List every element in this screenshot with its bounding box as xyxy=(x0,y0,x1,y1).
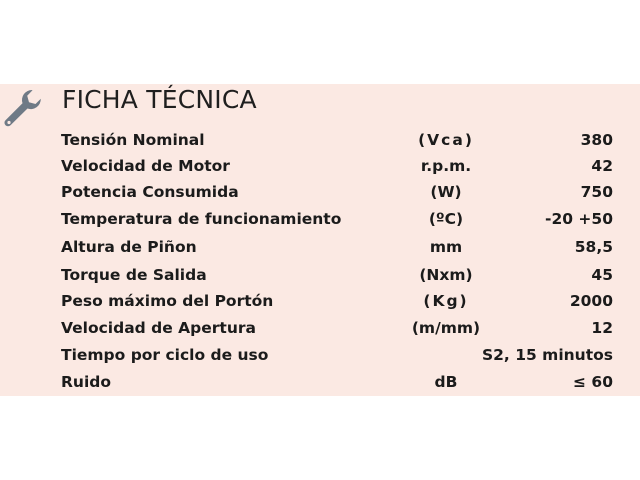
table-row xyxy=(0,342,640,368)
table-row xyxy=(0,179,640,205)
table-row xyxy=(0,288,640,314)
spec-unit: mm xyxy=(429,238,463,256)
spec-value: S2, 15 minutos xyxy=(481,346,613,364)
spec-value: -20 +50 xyxy=(545,210,613,228)
table-row xyxy=(0,262,640,288)
table-row xyxy=(0,153,640,179)
spec-value: 380 xyxy=(580,131,613,149)
table-row xyxy=(0,315,640,341)
spec-value: 750 xyxy=(580,183,613,201)
page-title: FICHA TÉCNICA xyxy=(62,85,257,114)
spec-unit: (Nxm) xyxy=(419,266,473,284)
spec-label: Ruido xyxy=(61,373,112,391)
spec-label: Temperatura de funcionamiento xyxy=(61,210,342,228)
spec-unit: (ºC) xyxy=(428,210,464,228)
spec-label: Potencia Consumida xyxy=(61,183,239,201)
spec-unit: (Kg) xyxy=(423,292,469,310)
spec-label: Velocidad de Apertura xyxy=(61,319,256,337)
spec-value: 45 xyxy=(591,266,613,284)
spec-value: 58,5 xyxy=(574,238,613,256)
spec-unit: dB xyxy=(434,373,458,391)
table-row xyxy=(0,234,640,260)
spec-unit: (Vca) xyxy=(418,131,474,149)
spec-label: Tiempo por ciclo de uso xyxy=(61,346,269,364)
table-row xyxy=(0,206,640,232)
spec-unit: (W) xyxy=(430,183,462,201)
spec-label: Altura de Piñon xyxy=(61,238,197,256)
spec-value: 12 xyxy=(591,319,613,337)
spec-unit: (m/mm) xyxy=(411,319,481,337)
spec-label: Tensión Nominal xyxy=(61,131,205,149)
spec-label: Peso máximo del Portón xyxy=(61,292,274,310)
spec-label: Torque de Salida xyxy=(61,266,207,284)
spec-unit: r.p.m. xyxy=(420,157,472,175)
wrench-icon xyxy=(2,86,46,130)
spec-value: 2000 xyxy=(569,292,613,310)
spec-label: Velocidad de Motor xyxy=(61,157,230,175)
spec-value: ≤ 60 xyxy=(573,373,613,391)
table-row xyxy=(0,369,640,395)
table-row xyxy=(0,127,640,153)
spec-value: 42 xyxy=(591,157,613,175)
